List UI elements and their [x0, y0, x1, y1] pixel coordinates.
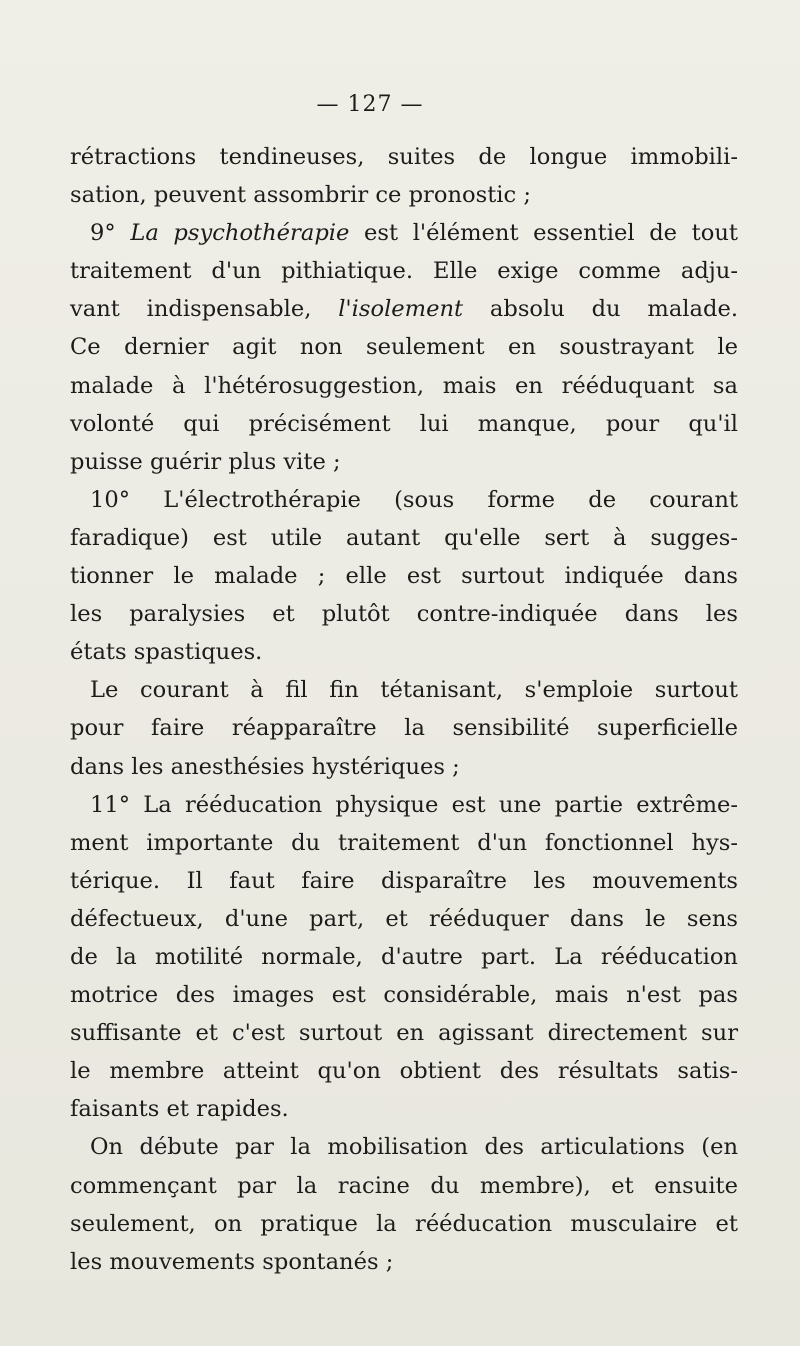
- text-segment: pour faire réapparaître la sensibilité superficielle: [70, 715, 738, 742]
- text-segment: de la motilité normale, d'autre part. La rééducation: [70, 943, 738, 970]
- text-line: [70, 176, 738, 214]
- text-segment: 11° La rééducation physique est une partie extrême-: [90, 791, 738, 818]
- text-line: [70, 138, 738, 176]
- text-segment: puisse guérir plus vite ;: [70, 448, 341, 475]
- text-line: [70, 709, 738, 747]
- text-segment: faradique) est utile autant qu'elle sert à sugges-: [70, 524, 738, 551]
- text-segment: 9°: [90, 220, 131, 247]
- text-line: [70, 1014, 738, 1052]
- text-line: [70, 481, 738, 519]
- text-line: [70, 328, 738, 366]
- text-line: [70, 252, 738, 290]
- text-segment: Le courant à fil fin tétanisant, s'emploie surtout: [90, 677, 738, 704]
- text-line: [70, 1167, 738, 1205]
- text-segment: dans les anesthésies hystériques ;: [70, 753, 460, 780]
- text-segment: malade à l'hétérosuggestion, mais en rééduquant sa: [70, 372, 738, 399]
- text-line: [70, 557, 738, 595]
- text-line: [70, 786, 738, 824]
- text-line: [70, 1243, 738, 1281]
- text-segment: le membre atteint qu'on obtient des résultats satis-: [70, 1058, 738, 1085]
- page-number: — 127 —: [316, 92, 424, 117]
- text-line: [70, 900, 738, 938]
- text-segment: seulement, on pratique la rééducation musculaire et: [70, 1210, 738, 1237]
- text-line: [70, 633, 738, 671]
- text-segment: les paralysies et plutôt contre-indiquée dans les: [70, 601, 738, 628]
- text-line: [70, 443, 738, 481]
- text-line: [70, 748, 738, 786]
- italic-text: l'isolement: [338, 296, 464, 323]
- text-segment: ment importante du traitement d'un fonctionnel hys-: [70, 829, 738, 856]
- text-line: [70, 367, 738, 405]
- text-line: [70, 976, 738, 1014]
- text-line: [70, 938, 738, 976]
- text-segment: suffisante et c'est surtout en agissant directement sur: [70, 1020, 738, 1047]
- text-segment: sation, peuvent assombrir ce pronostic ;: [70, 182, 531, 209]
- text-segment: térique. Il faut faire disparaître les mouvements: [70, 867, 738, 894]
- text-segment: absolu du malade.: [463, 296, 738, 323]
- text-line: [70, 405, 738, 443]
- text-segment: 10° L'électrothérapie (sous forme de courant: [90, 486, 738, 513]
- text-line: [70, 519, 738, 557]
- text-segment: états spastiques.: [70, 639, 263, 666]
- text-segment: Ce dernier agit non seulement en soustrayant le: [70, 334, 738, 361]
- text-segment: vant indispensable,: [70, 296, 339, 323]
- text-segment: volonté qui précisément lui manque, pour qu'il: [70, 410, 738, 437]
- text-segment: les mouvements spontanés ;: [70, 1248, 394, 1275]
- text-segment: est l'élément essentiel de tout: [349, 220, 738, 247]
- text-segment: défectueux, d'une part, et rééduquer dans le sens: [70, 905, 738, 932]
- text-line: [70, 862, 738, 900]
- text-segment: On débute par la mobilisation des articulations (en: [90, 1134, 738, 1161]
- text-segment: tionner le malade ; elle est surtout indiquée dans: [70, 563, 738, 590]
- text-segment: traitement d'un pithiatique. Elle exige comme adju-: [70, 258, 738, 285]
- text-line: [70, 1205, 738, 1243]
- text-line: [70, 595, 738, 633]
- text-segment: faisants et rapides.: [70, 1096, 289, 1123]
- text-line: [70, 1090, 738, 1128]
- text-line: [70, 1128, 738, 1166]
- text-segment: commençant par la racine du membre), et ensuite: [70, 1172, 738, 1199]
- text-segment: motrice des images est considérable, mais n'est pas: [70, 982, 738, 1009]
- body-text: [70, 138, 738, 1281]
- text-line: [70, 671, 738, 709]
- text-line: [70, 824, 738, 862]
- text-segment: rétractions tendineuses, suites de longue immobili-: [70, 144, 738, 170]
- italic-text: La psychothérapie: [130, 220, 350, 247]
- text-line: [70, 214, 738, 252]
- text-line: [70, 1052, 738, 1090]
- text-line: [70, 290, 738, 328]
